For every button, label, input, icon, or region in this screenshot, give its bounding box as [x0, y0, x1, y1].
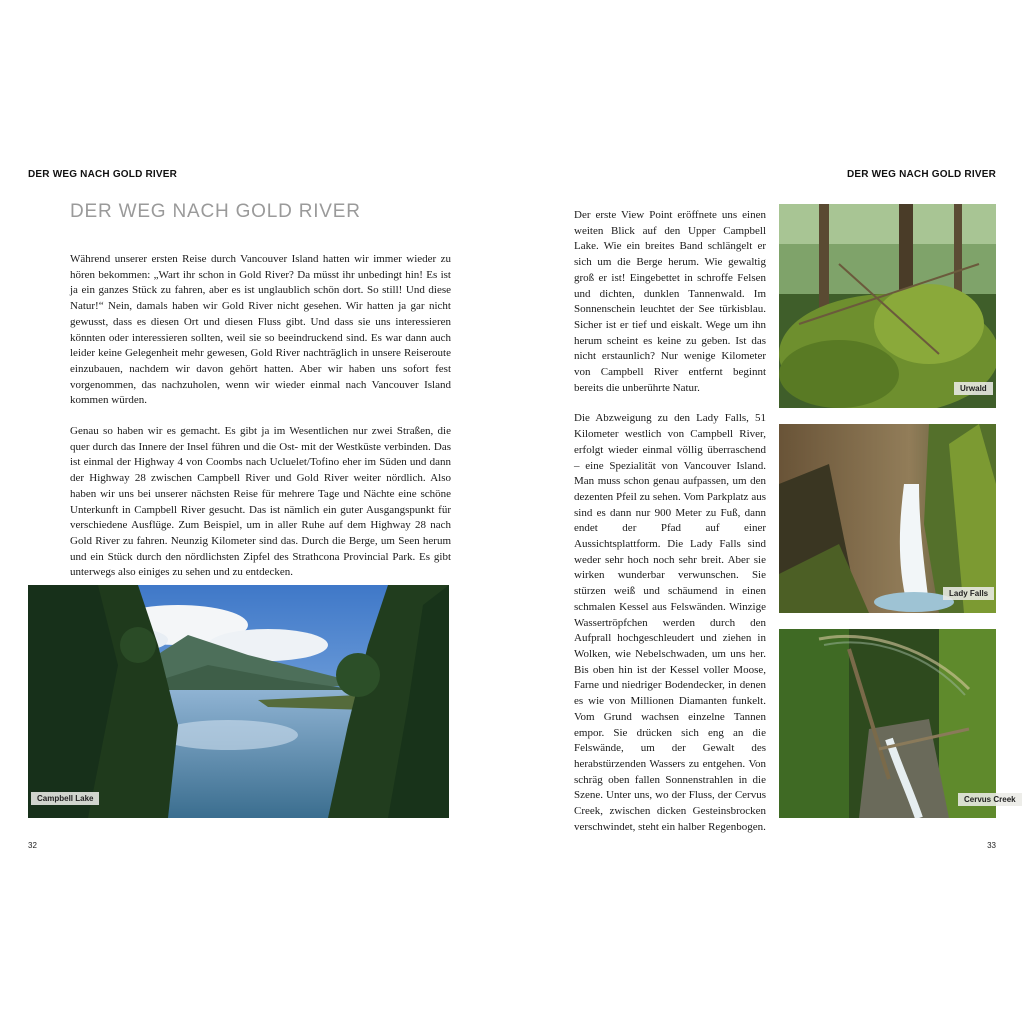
paragraph: Während unserer ersten Reise durch Vancouver Island hatten wir immer wieder zu hören bekommen: „Wart ihr schon in Gold River? Da müsst ihr unbedingt hin! Es ist ja ein ganzes Stück zu fahren, aber es ist unglaublich schön dort. So still! Und diese Natur!“ Nein, damals haben wir Gold River nicht gesehen. Wir hatten ja gar nicht gewusst, dass es diesen Ort und diesen Fluss gibt. Und dass sie uns interessieren könnten oder interessieren sollten, weil sie so beeindruckend sind. Es war dann auch leider keine Gelegenheit mehr gewesen, Gold River nachträglich in unsere Reiseroute einzubauen, nachdem wir davon gehört hatten. Aber wir haben uns sofort fest vorgenommen, das nachzuholen, wenn wir wieder einmal nach Vancouver Island kommen würden.: [70, 253, 451, 407]
left-text-column: [70, 252, 451, 581]
page-number-right: 33: [987, 841, 996, 850]
paragraph: Genau so haben wir es gemacht. Es gibt ja im Wesentlichen nur zwei Straßen, die quer durch das Innere der Insel führen und die Ost- mit der Westküste verbinden. Das ist einmal der Highway 4 von Coombs nach Ucluelet/Tofino eher im Süden und dann der Highway 28 zwischen Campbell River und Gold River weiter nördlich. Also haben wir uns bei unserer nächsten Reise für mehrere Tage und Nächte eine schöne Unterkunft in Campbell River gesucht. Das ist nämlich ein guter Ausgangspunkt für verschiedene Ausflüge. Zum Beispiel, um in aller Ruhe auf dem Highway 28 nach Gold River zu fahren. Neunzig Kilometer sind das. Durch die Berge, um Seen herum und ein Stück durch den nördlichsten Zipfel des Strathcona Provincial Park. Es gibt unterwegs also einiges zu sehen und zu entdecken.: [70, 425, 451, 579]
running-head-right: DER WEG NACH GOLD RIVER: [846, 169, 996, 180]
photo-caption: Lady Falls: [943, 587, 994, 600]
urwald-photo: [779, 204, 996, 408]
page-number-left: 32: [28, 841, 37, 850]
photo-caption: Campbell Lake: [31, 792, 99, 805]
cervus-creek-photo: [779, 629, 996, 818]
lady-falls-photo: [779, 424, 996, 613]
right-text-column: [574, 208, 766, 835]
paragraph: Der erste View Point eröffnete uns einen weiten Blick auf den Upper Campbell Lake. Wie ein breites Band schlängelt er sich um die Berge herum. Wie gewaltig groß er ist! Eingebettet in schroffe Felsen und dichten, dunklen Tannenwald. Im Sonnenschein leuchtet der See türkisblau. Sicher ist er tief und eiskalt. Wege um ihn herum scheint es keine zu geben. Ist das nicht erstaunlich? Nur wenige Kilometer von Campbell River entfernt beginnt bereits die unberührte Natur.: [574, 209, 766, 394]
campbell-lake-photo: [28, 585, 449, 818]
photo-caption: Cervus Creek: [958, 793, 1022, 806]
running-head-left: DER WEG NACH GOLD RIVER: [28, 169, 178, 180]
chapter-title: DER WEG NACH GOLD RIVER: [70, 201, 361, 222]
paragraph: Die Abzweigung zu den Lady Falls, 51 Kilometer westlich von Campbell River, erfolgt wieder einmal völlig überraschend – eine Spezialität von Vancouver Island. Man muss schon genau aufpassen, um den dezenten Pfeil zu sehen. Vom Parkplatz aus sind es dann nur 900 Meter zu Fuß, dann endet der Pfad auf einer Aussichtsplattform. Die Lady Falls sind weder sehr hoch noch sehr breit. Aber sie wirken wunderbar verwunschen. Sie stürzen weiß und schäumend in einen schmalen Kessel aus Felswänden. Winzige Wassertröpfchen werden durch den Aufprall hochgeschleudert und ziehen in Wolken, wie Nebelschwaden, um uns her. Bis oben hin ist der Kessel voller Moose, Farne und niedriger Bodendecker, in denen es wie von Millionen Diamanten funkelt. Vom Grund wachsen einzelne Tannen empor. Sie drücken sich eng an die Felswände, um der Gewalt des herabstürzenden Wassers zu entgehen. Von schräg oben fallen Sonnenstrahlen in die Szene. Unter uns, wo der Fluss, der Cervus Creek, zwischen dicken Gesteinsbrocken verschwindet, steht ein halber Regenbogen.: [574, 412, 766, 833]
photo-caption: Urwald: [954, 382, 993, 395]
